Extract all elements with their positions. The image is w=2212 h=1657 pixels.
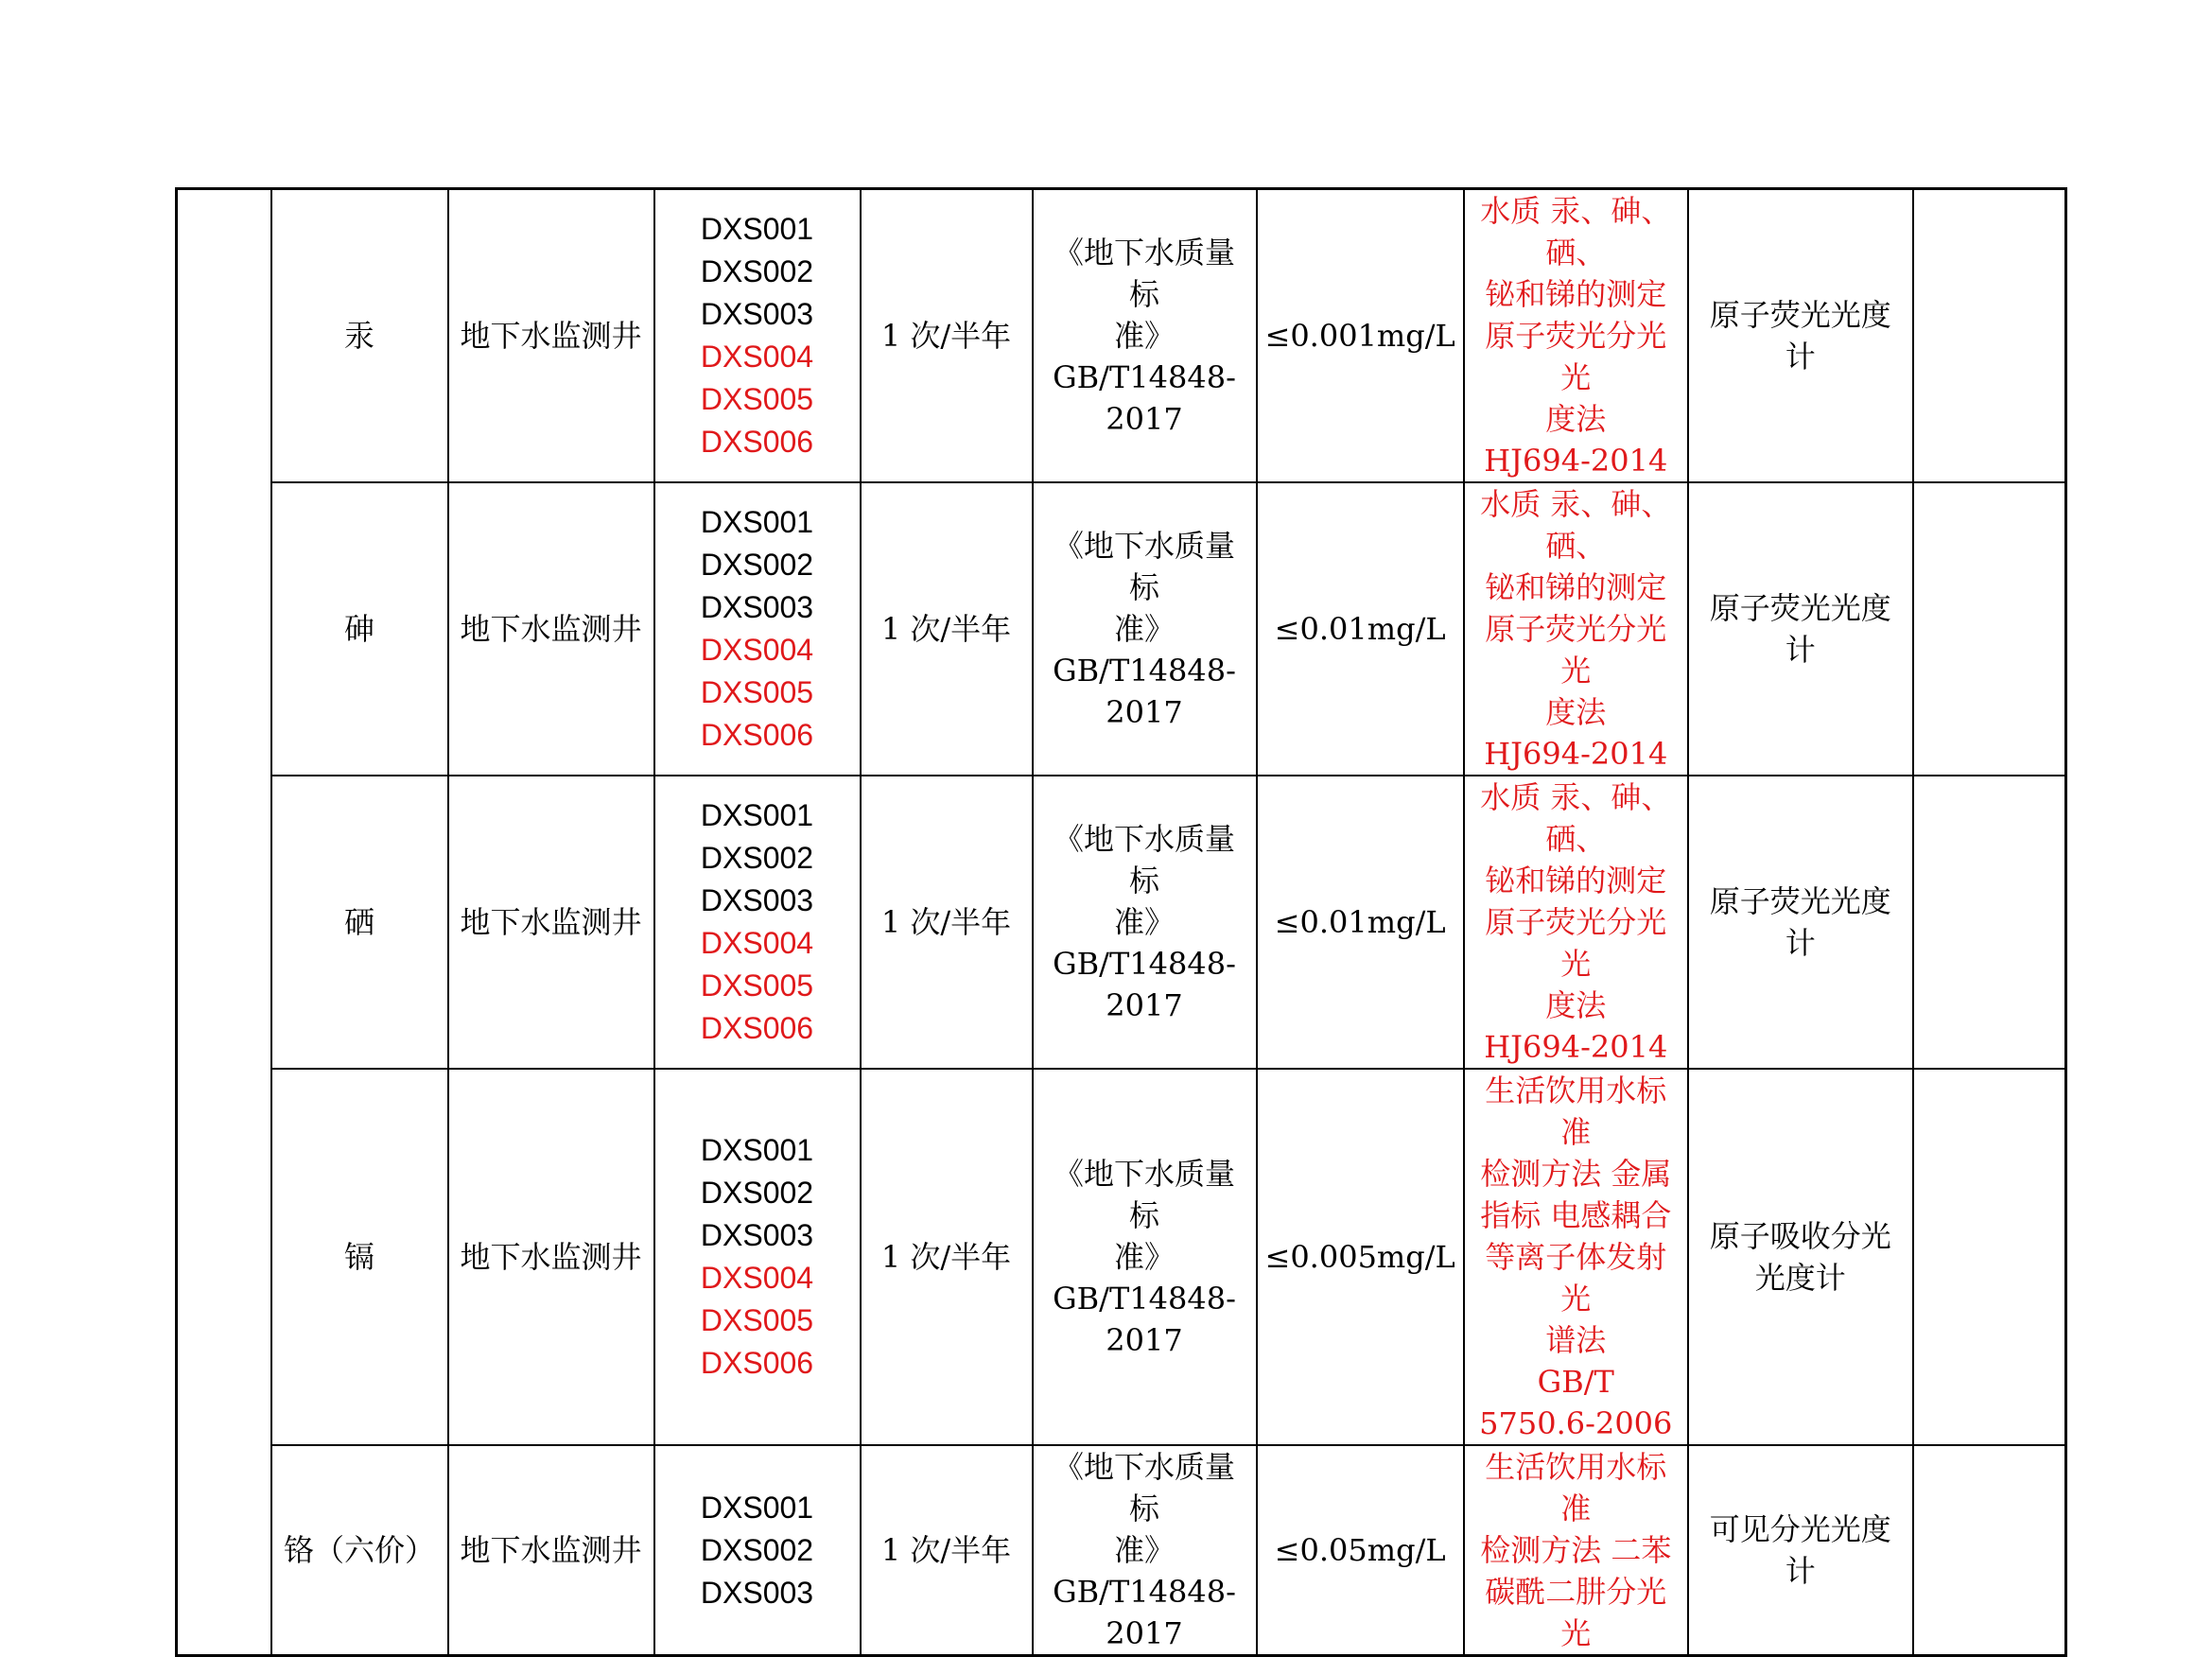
evaluation-standard	[1033, 189, 1257, 483]
analysis-method	[1464, 189, 1688, 483]
method-line: 碳酰二肼分光光	[1485, 1574, 1667, 1651]
remarks-cell	[1913, 1445, 2066, 1656]
category-cell	[177, 189, 271, 1656]
method-line: HJ694-2014	[1484, 443, 1668, 479]
item-name: 硒	[271, 776, 448, 1069]
method-line: 生活饮用水标准	[1485, 1449, 1667, 1526]
point-code: DXS005	[700, 968, 814, 1003]
point-code: DXS001	[700, 798, 814, 832]
frequency: 1 次/半年	[861, 482, 1033, 776]
standard-line: GB/T14848-2017	[1053, 946, 1236, 1023]
analysis-method	[1464, 482, 1688, 776]
item-name: 镉	[271, 1069, 448, 1445]
standard-line: 《地下水质量标	[1053, 1156, 1235, 1233]
evaluation-standard	[1033, 1445, 1257, 1656]
standard-line: GB/T14848-2017	[1053, 1574, 1236, 1651]
frequency: 1 次/半年	[861, 189, 1033, 483]
monitoring-table	[175, 187, 2067, 1657]
point-code: DXS003	[700, 590, 814, 624]
point-code: DXS001	[700, 505, 814, 539]
method-line: 指标 电感耦合	[1480, 1197, 1672, 1233]
point-code: DXS001	[700, 212, 814, 246]
standard-line: 准》	[1113, 1532, 1175, 1568]
point-code: DXS006	[700, 1346, 814, 1380]
method-line: 原子荧光分光光	[1485, 904, 1667, 982]
point-codes	[654, 776, 861, 1069]
item-name: 汞	[271, 189, 448, 483]
limit-value: ≤0.005mg/L	[1257, 1069, 1464, 1445]
method-line: 水质 汞、砷、硒、	[1480, 486, 1672, 564]
point-code: DXS003	[700, 1218, 814, 1252]
method-line: 水质 汞、砷、硒、	[1480, 193, 1672, 270]
evaluation-standard	[1033, 482, 1257, 776]
point-code: DXS004	[700, 1261, 814, 1295]
point-code: DXS004	[700, 926, 814, 960]
monitoring-point: 地下水监测井	[448, 1069, 654, 1445]
point-code: DXS001	[700, 1490, 814, 1525]
table-row	[177, 776, 2066, 1069]
monitoring-point: 地下水监测井	[448, 482, 654, 776]
table-row	[177, 1445, 2066, 1656]
monitoring-point: 地下水监测井	[448, 776, 654, 1069]
method-line: 原子荧光分光光	[1485, 611, 1667, 689]
method-line: 生活饮用水标准	[1485, 1073, 1667, 1150]
method-line: 水质 汞、砷、硒、	[1480, 779, 1672, 857]
point-code: DXS005	[700, 1303, 814, 1337]
point-code: DXS002	[700, 1532, 814, 1567]
standard-line: GB/T14848-2017	[1053, 359, 1236, 437]
method-line: 度法	[1545, 987, 1607, 1023]
remarks-cell	[1913, 1069, 2066, 1445]
point-code: DXS002	[700, 548, 814, 582]
method-line: 铋和锑的测定	[1485, 863, 1667, 898]
analysis-method	[1464, 1445, 1688, 1656]
instrument: 可见分光光度计	[1688, 1445, 1913, 1656]
point-code: DXS006	[700, 718, 814, 752]
method-line: 等离子体发射光	[1485, 1239, 1667, 1317]
standard-line: 准》	[1113, 318, 1175, 354]
standard-line: 《地下水质量标	[1053, 235, 1235, 312]
method-line: 检测方法 二苯	[1480, 1532, 1672, 1568]
evaluation-standard	[1033, 1069, 1257, 1445]
standard-line: 《地下水质量标	[1053, 1449, 1235, 1526]
limit-value: ≤0.001mg/L	[1257, 189, 1464, 483]
method-line: 铋和锑的测定	[1485, 276, 1667, 312]
table-row	[177, 1069, 2066, 1445]
analysis-method	[1464, 776, 1688, 1069]
item-name: 砷	[271, 482, 448, 776]
point-code: DXS002	[700, 841, 814, 875]
point-code: DXS005	[700, 382, 814, 416]
method-line: 5750.6-2006	[1479, 1405, 1673, 1441]
table-row	[177, 482, 2066, 776]
standard-line: 《地下水质量标	[1053, 821, 1235, 898]
limit-value: ≤0.01mg/L	[1257, 776, 1464, 1069]
point-codes	[654, 1069, 861, 1445]
standard-line: 准》	[1113, 904, 1175, 940]
standard-line: GB/T14848-2017	[1053, 653, 1236, 730]
point-codes	[654, 482, 861, 776]
method-line: HJ694-2014	[1484, 736, 1668, 772]
method-line: 原子荧光分光光	[1485, 318, 1667, 395]
monitoring-point: 地下水监测井	[448, 1445, 654, 1656]
method-line: 铋和锑的测定	[1485, 569, 1667, 605]
limit-value: ≤0.01mg/L	[1257, 482, 1464, 776]
item-name: 铬（六价）	[271, 1445, 448, 1656]
method-line: 检测方法 金属	[1480, 1156, 1672, 1192]
instrument: 原子吸收分光光度计	[1688, 1069, 1913, 1445]
frequency: 1 次/半年	[861, 1069, 1033, 1445]
method-line: 谱法	[1545, 1322, 1607, 1358]
point-codes	[654, 189, 861, 483]
method-line: GB/T	[1537, 1364, 1614, 1400]
point-code: DXS002	[700, 254, 814, 288]
standard-line: 《地下水质量标	[1053, 528, 1235, 605]
instrument: 原子荧光光度计	[1688, 189, 1913, 483]
limit-value: ≤0.05mg/L	[1257, 1445, 1464, 1656]
method-line: HJ694-2014	[1484, 1029, 1668, 1065]
remarks-cell	[1913, 482, 2066, 776]
instrument: 原子荧光光度计	[1688, 482, 1913, 776]
point-code: DXS001	[700, 1133, 814, 1167]
table-row	[177, 189, 2066, 483]
frequency: 1 次/半年	[861, 1445, 1033, 1656]
standard-line: 准》	[1113, 611, 1175, 647]
point-codes	[654, 1445, 861, 1656]
point-code: DXS004	[700, 633, 814, 667]
analysis-method	[1464, 1069, 1688, 1445]
point-code: DXS003	[700, 297, 814, 331]
remarks-cell	[1913, 189, 2066, 483]
point-code: DXS005	[700, 675, 814, 709]
point-code: DXS006	[700, 425, 814, 459]
method-line: 度法	[1545, 694, 1607, 730]
point-code: DXS002	[700, 1176, 814, 1210]
standard-line: 准》	[1113, 1239, 1175, 1275]
point-code: DXS003	[700, 1575, 814, 1610]
point-code: DXS006	[700, 1011, 814, 1045]
standard-line: GB/T14848-2017	[1053, 1281, 1236, 1358]
instrument: 原子荧光光度计	[1688, 776, 1913, 1069]
monitoring-point: 地下水监测井	[448, 189, 654, 483]
evaluation-standard	[1033, 776, 1257, 1069]
remarks-cell	[1913, 776, 2066, 1069]
frequency: 1 次/半年	[861, 776, 1033, 1069]
method-line: 度法	[1545, 401, 1607, 437]
point-code: DXS003	[700, 883, 814, 917]
point-code: DXS004	[700, 340, 814, 374]
